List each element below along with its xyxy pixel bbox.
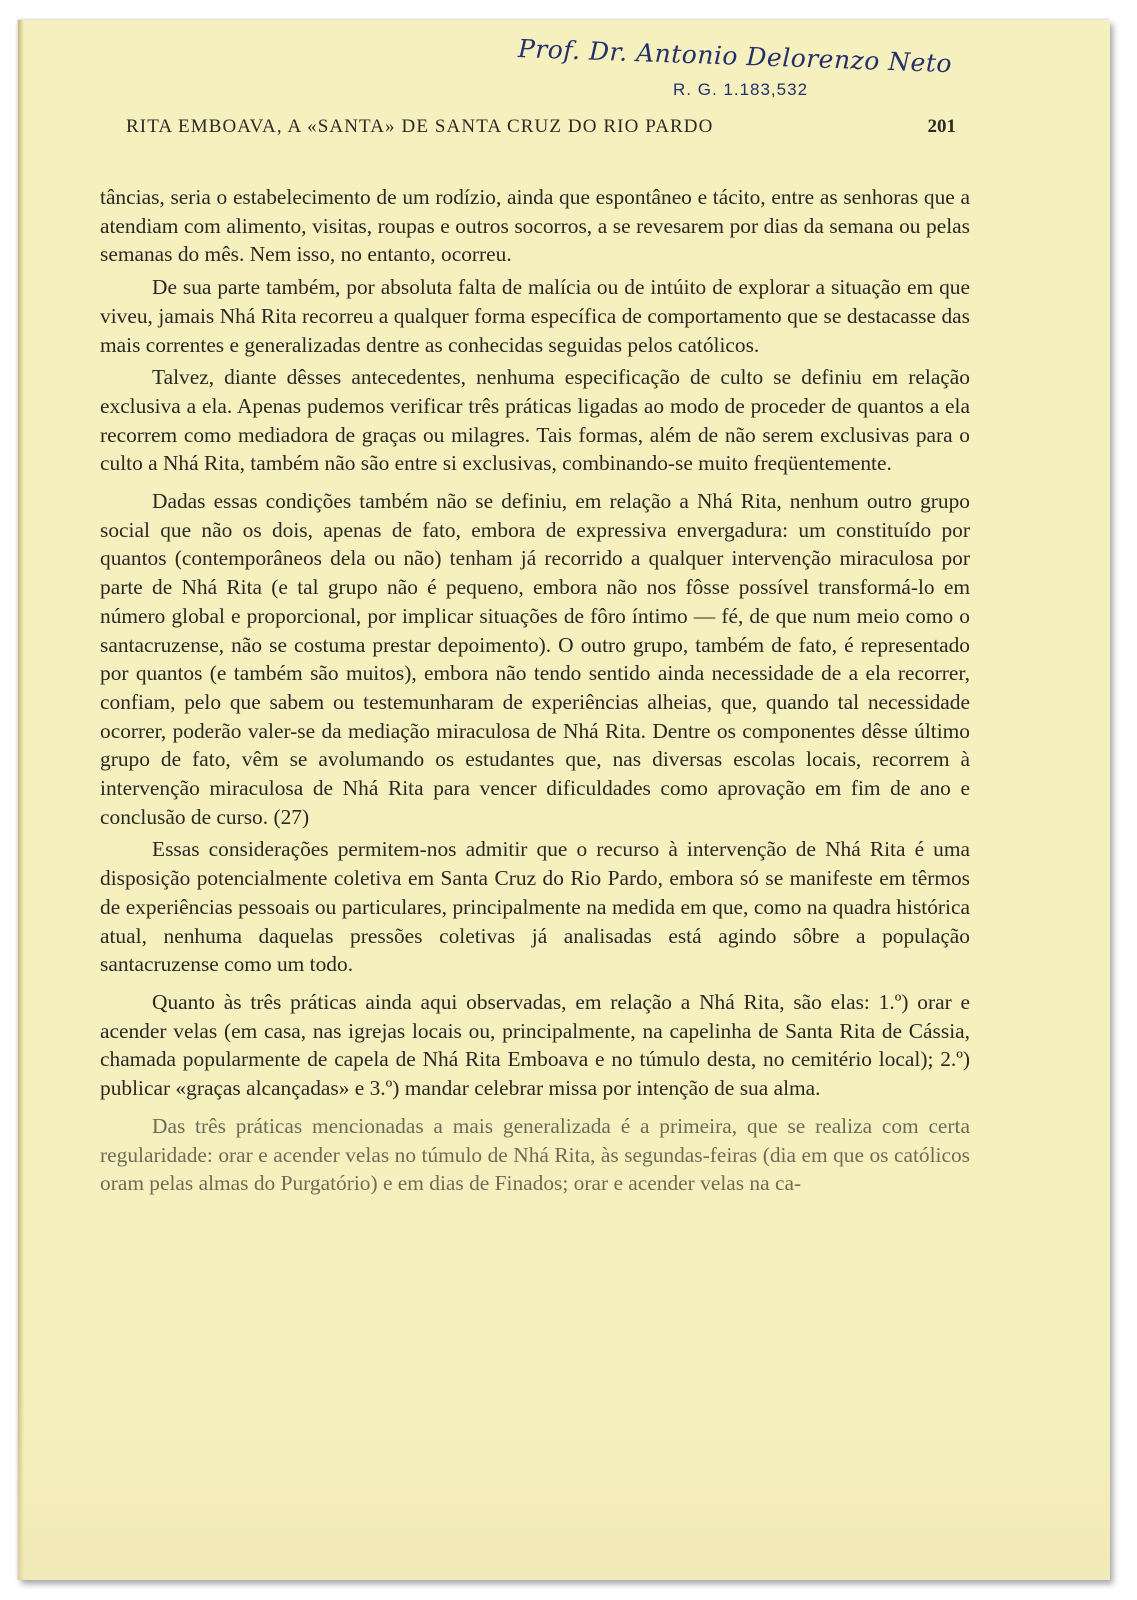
owner-stamp (518, 28, 978, 118)
header-title: RITA EMBOAVA, A «SANTA» DE SANTA CRUZ DO RIO PARDO (126, 116, 714, 137)
paragraph-4: Dadas essas condições também não se definiu, em relação a Nhá Rita, nenhum outro grupo social que não os dois, apenas de fato, embora de expressiva envergadura: um constituído por quantos (contemporâneos dela ou não) tenham já recorrido a qualquer intervenção miraculosa por parte de Nhá Rita (e tal grupo não é pequeno, embora não nos fôsse possível transformá-lo em número global e proporcional, por implicar situações de fôro íntimo — fé, de que num meio como o santacruzense, não se costuma prestar depoimento). O outro grupo, também de fato, é representado por quantos (e também são muitos), embora não tendo sentido ainda necessidade de a ela recorrer, confiam, pelo que sabem ou testemunharam de experiências alheias, que, quando tal necessidade ocorrer, poderão valer-se da mediação miraculosa de Nhá Rita. Dentre os componentes dêsse último grupo de fato, vêm se avolumando os estudantes que, nas diversas escolas locais, recorrem à intervenção miraculosa de Nhá Rita para vencer dificuldades como aprovação em fim de ano e conclusão de curso. (27) (100, 489, 970, 829)
running-header (126, 116, 956, 138)
paragraph-3: Talvez, diante dêsses antecedentes, nenhuma especificação de culto se definiu em relação exclusiva a ela. Apenas pudemos verificar três práticas ligadas ao modo de proceder de quantos a ela recorrem como mediadora de graças ou milagres. Tais formas, além de não serem exclusivas para o culto a Nhá Rita, também não são entre si exclusivas, combinando-se muito freqüentemente. (100, 365, 970, 476)
paragraph-2: De sua parte também, por absoluta falta de malícia ou de intúito de explorar a situação em que viveu, jamais Nhá Rita recorreu a qualquer forma específica de comportamento que se destacasse das mais correntes e generalizadas dentre as conhecidas seguidas pelos católicos. (100, 275, 970, 357)
body-text (100, 183, 970, 1198)
stamp-signature-name: Prof. Dr. Antonio Delorenzo Neto (517, 34, 953, 79)
paragraph-5: Essas considerações permitem-nos admitir que o recurso à intervenção de Nhá Rita é uma disposição potencialmente coletiva em Santa Cruz do Rio Pardo, embora só se manifeste em têrmos de experiências pessoais ou particulares, principalmente na medida em que, como na quadra histórica atual, nenhuma daquelas pressões coletivas já analisadas está agindo sôbre a população santacruzense como um todo. (100, 837, 970, 977)
paragraph-1: tâncias, seria o estabelecimento de um rodízio, ainda que espontâneo e tácito, entre as senhoras que a atendiam com alimento, visitas, roupas e outros socorros, a se revesarem por dias da semana ou pelas semanas do mês. Nem isso, no entanto, ocorreu. (100, 185, 970, 267)
page-number: 201 (927, 116, 956, 137)
document-page (18, 20, 1110, 1580)
paragraph-6: Quanto às três práticas ainda aqui observadas, em relação a Nhá Rita, são elas: 1.º) orar e acender velas (em casa, nas igrejas locais ou, principalmente, na capelinha de Santa Rita de Cássia, chamada popularmente de capela de Nhá Rita Emboava e no túmulo desta, no cemitério local); 2.º) publicar «graças alcançadas» e 3.º) mandar celebrar missa por intenção de sua alma. (100, 989, 970, 1101)
paragraph-7: Das três práticas mencionadas a mais generalizada é a primeira, que se realiza com certa regularidade: orar e acender velas no túmulo de Nhá Rita, às segundas-feiras (dia em que os católicos oram pelas almas do Purgatório) e em dias de Finados; orar e acender velas na ca- (100, 1113, 970, 1196)
page-edge-shadow (18, 20, 24, 1580)
stamp-registration: R. G. 1.183,532 (673, 80, 809, 99)
